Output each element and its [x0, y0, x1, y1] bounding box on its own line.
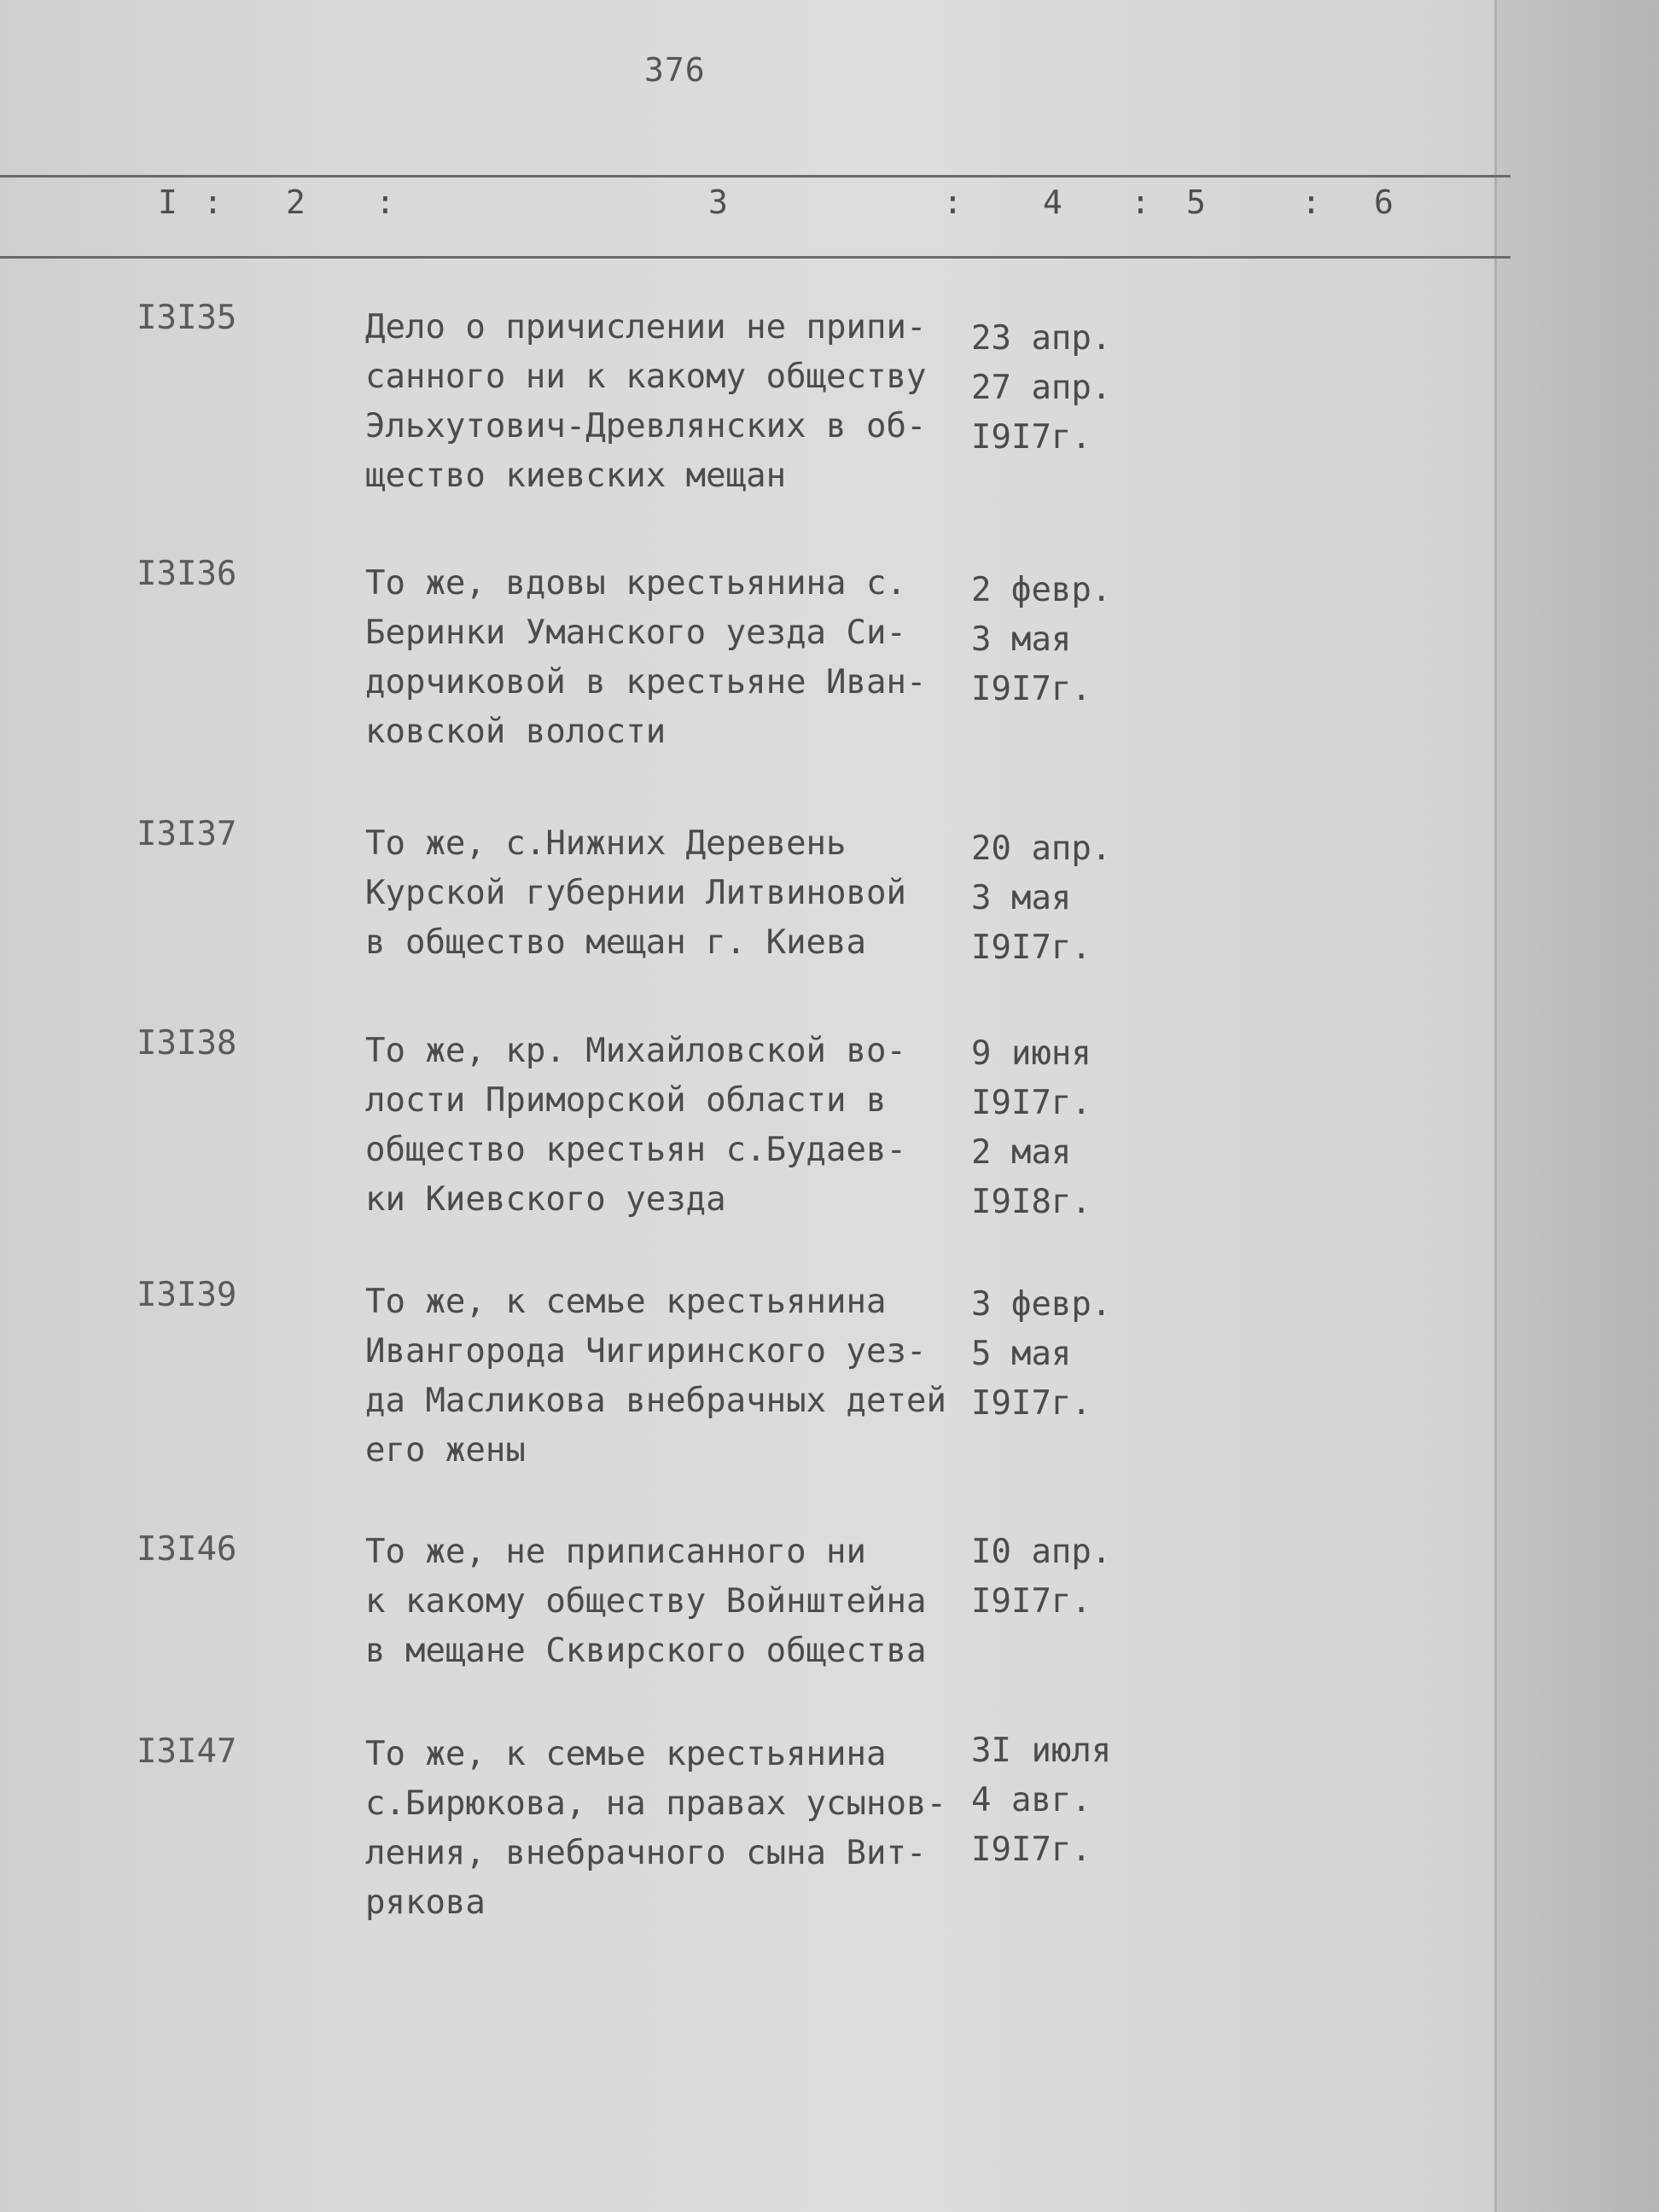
entry-date: 3I июля — [971, 1732, 1112, 1770]
entry-date: I9I7г. — [971, 1582, 1091, 1621]
entry-date: I9I7г. — [971, 1384, 1091, 1423]
column-header-4: 4 — [1043, 183, 1062, 221]
entry-date: I0 апр. — [971, 1533, 1112, 1571]
entry-number: I3I35 — [137, 299, 237, 337]
entry-title-line: То же, не приписанного ни — [365, 1533, 866, 1571]
column-header-6: 6 — [1374, 183, 1394, 221]
entry-number: I3I37 — [137, 815, 237, 853]
entry-title-line: Курской губернии Литвиновой — [365, 874, 906, 912]
entry-date: I9I7г. — [971, 1084, 1091, 1122]
entry-number: I3I38 — [137, 1024, 237, 1062]
entry-title — [365, 1730, 980, 1928]
entry-dates — [971, 824, 1111, 973]
entry-dates — [971, 566, 1111, 714]
entry-date: 20 апр. — [971, 830, 1112, 868]
entry-title-line: То же, вдовы крестьянина с. — [365, 564, 906, 602]
entry-title-line: общество крестьян с.Будаев- — [365, 1131, 906, 1169]
entry-number: I3I36 — [137, 555, 237, 593]
entry-date: I9I7г. — [971, 418, 1091, 457]
entry-date: I9I7г. — [971, 928, 1091, 967]
entry-number: I3I39 — [137, 1276, 237, 1314]
entry-title-line: Ивангорода Чигиринского уез- — [365, 1332, 927, 1371]
entry-dates — [971, 1726, 1111, 1875]
entry-date: 3 мая — [971, 620, 1072, 659]
entry-dates — [971, 1029, 1091, 1227]
entry-number: I3I47 — [137, 1732, 237, 1771]
entry-title-line: дорчиковой в крестьяне Иван- — [365, 663, 927, 701]
entry-title-line: ковской волости — [365, 713, 667, 751]
entry-date: 3 мая — [971, 879, 1072, 917]
entry-title-line: Беринки Уманского уезда Си- — [365, 614, 906, 652]
entry-title — [365, 303, 980, 501]
entry-title-line: да Масликова внебрачных детей — [365, 1382, 946, 1420]
entry-title-line: То же, к семье крестьянина — [365, 1283, 887, 1321]
column-separator: : — [375, 183, 395, 221]
entry-date: 4 авг. — [971, 1781, 1091, 1819]
header-rule-top — [0, 175, 1511, 178]
entry-title-line: щество киевских мещан — [365, 457, 787, 495]
entry-date: I9I8г. — [971, 1183, 1091, 1221]
entry-date: I9I7г. — [971, 670, 1091, 708]
entry-title-line: То же, с.Нижних Деревень — [365, 824, 847, 863]
entry-title — [365, 819, 980, 968]
entry-title-line: в мещане Сквирского общества — [365, 1632, 927, 1670]
entry-title — [365, 1278, 980, 1476]
entry-date: I9I7г. — [971, 1831, 1091, 1869]
entry-title-line: ки Киевского уезда — [365, 1180, 726, 1219]
entry-title-line: в общество мещан г. Киева — [365, 923, 866, 962]
column-separator: : — [203, 183, 223, 221]
entry-title-line: его жены — [365, 1431, 526, 1470]
column-header-1: I — [158, 183, 178, 221]
entry-title — [365, 1528, 980, 1676]
column-header-2: 2 — [286, 183, 306, 221]
entry-date: 27 апр. — [971, 369, 1112, 407]
column-header-5: 5 — [1186, 183, 1206, 221]
entry-title — [365, 1027, 980, 1225]
entry-title-line: Эльхутович-Древлянских в об- — [365, 407, 927, 445]
column-header-3: 3 — [708, 183, 728, 221]
entry-title-line: лости Приморской области в — [365, 1081, 887, 1120]
entry-title-line: санного ни к какому обществу — [365, 358, 927, 396]
entry-title-line: к какому обществу Войнштейна — [365, 1582, 927, 1621]
column-separator: : — [1131, 183, 1150, 221]
entry-number: I3I46 — [137, 1530, 237, 1569]
entry-title-line: То же, кр. Михайловской во- — [365, 1032, 906, 1070]
entry-dates — [971, 314, 1111, 463]
page-right-edge — [1494, 0, 1659, 2212]
page-number: 376 — [644, 51, 706, 89]
entry-title-line: Дело о причислении не припи- — [365, 308, 927, 346]
entry-dates — [971, 1280, 1111, 1429]
entry-date: 3 февр. — [971, 1285, 1112, 1324]
column-separator: : — [1301, 183, 1321, 221]
entry-title-line: рякова — [365, 1883, 486, 1922]
entry-date: 9 июня — [971, 1034, 1091, 1073]
entry-date: 23 апр. — [971, 319, 1112, 358]
entry-title-line: То же, к семье крестьянина — [365, 1735, 887, 1773]
column-separator: : — [943, 183, 963, 221]
entry-date: 5 мая — [971, 1335, 1072, 1373]
entry-date: 2 мая — [971, 1133, 1072, 1172]
entry-dates — [971, 1528, 1111, 1627]
entry-date: 2 февр. — [971, 571, 1112, 609]
header-rule-bottom — [0, 256, 1511, 259]
entry-title-line: с.Бирюкова, на правах усынов- — [365, 1784, 946, 1823]
entry-title — [365, 559, 980, 757]
entry-title-line: ления, внебрачного сына Вит- — [365, 1834, 927, 1872]
